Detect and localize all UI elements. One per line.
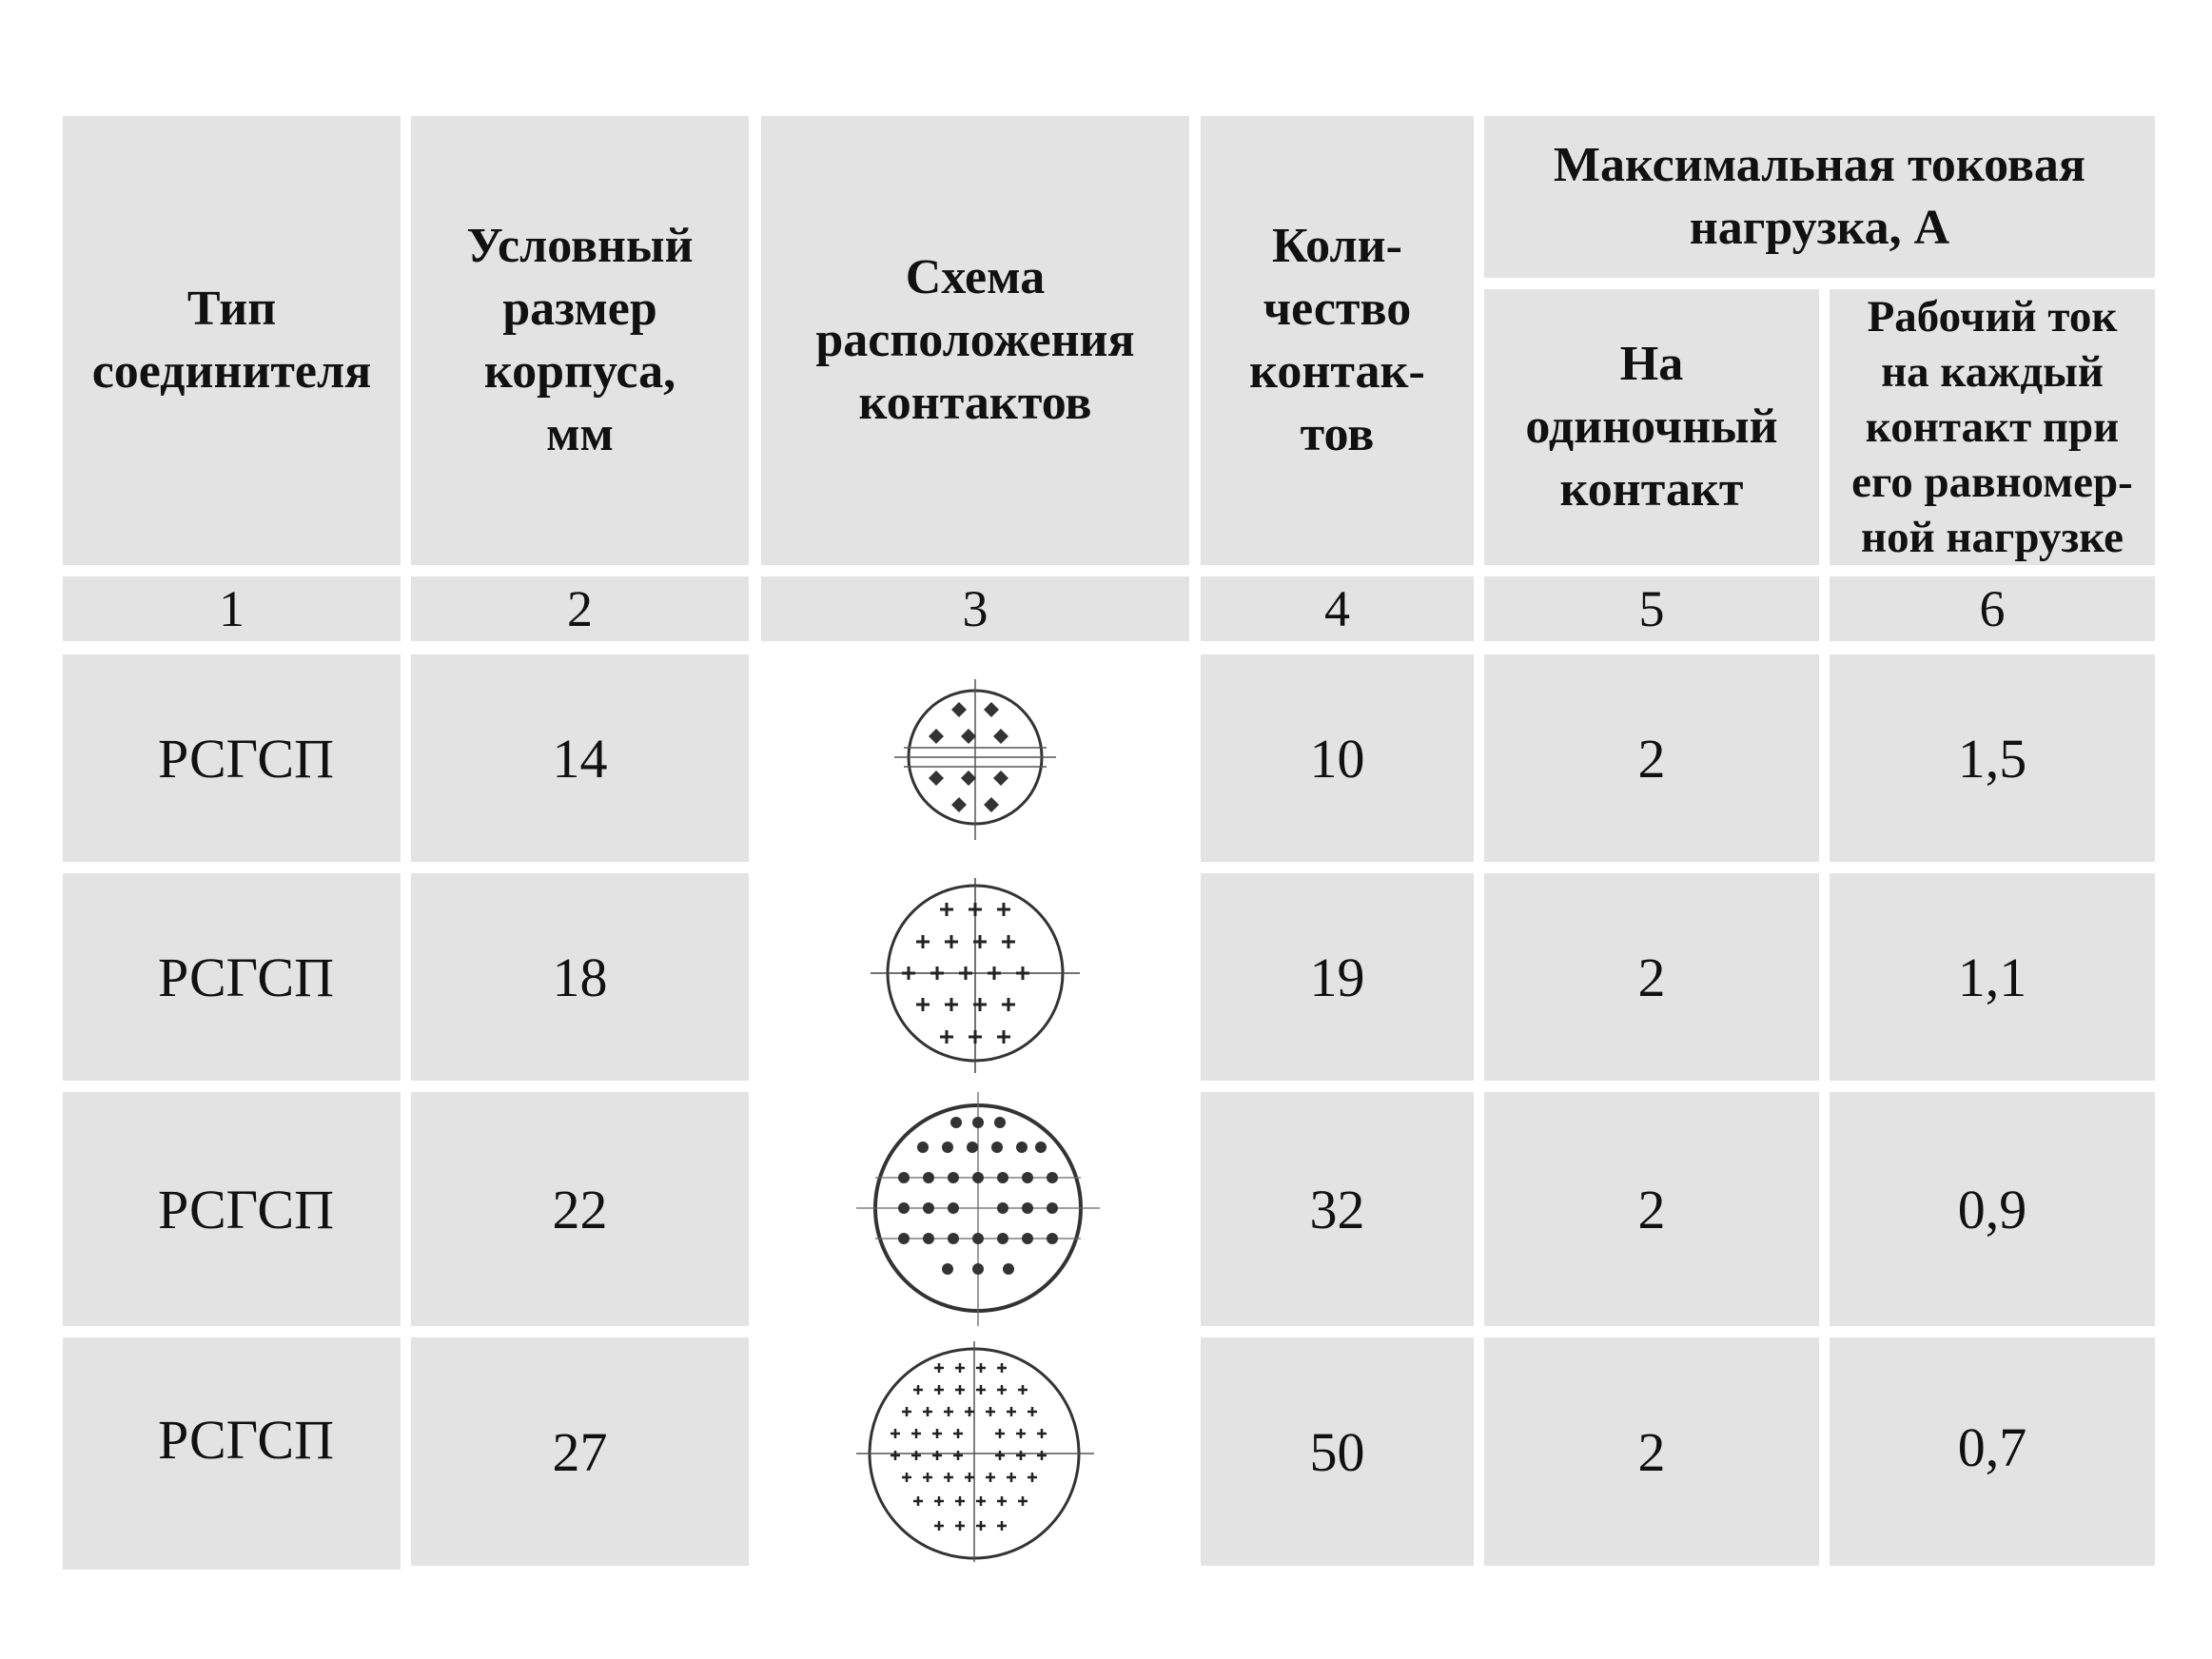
connector-19-pin-layout-icon bbox=[761, 873, 1189, 1081]
row-3-contact-count: 32 bbox=[1201, 1092, 1474, 1326]
row-2-contact-count: 19 bbox=[1201, 873, 1474, 1081]
connector-32-pin-layout-icon bbox=[761, 1092, 1189, 1326]
column-number-6: 6 bbox=[1830, 576, 2155, 641]
connector-10-pin-layout-icon bbox=[761, 654, 1189, 862]
header-connector-type: Тип соединителя bbox=[63, 116, 401, 565]
column-number-2: 2 bbox=[411, 576, 749, 641]
row-4-size: 27 bbox=[411, 1337, 749, 1566]
row-3-type: РСГСП bbox=[63, 1092, 401, 1326]
row-2-type: РСГСП bbox=[63, 873, 401, 1081]
row-1-contact-count: 10 bbox=[1201, 654, 1474, 862]
row-1-uniform-current: 1,5 bbox=[1830, 654, 2155, 862]
header-uniform-load-current: Рабочий ток на каждый контакт при его равномер- ной нагрузке bbox=[1830, 289, 2155, 565]
header-contact-count: Коли- чество контак- тов bbox=[1201, 116, 1474, 565]
row-1-diagram bbox=[761, 654, 1189, 862]
row-4-type: РСГСП bbox=[63, 1337, 401, 1570]
row-2-size: 18 bbox=[411, 873, 749, 1081]
connector-50-pin-layout-icon bbox=[761, 1337, 1189, 1566]
column-number-1: 1 bbox=[63, 576, 401, 641]
row-3-uniform-current: 0,9 bbox=[1830, 1092, 2155, 1326]
row-3-single-current: 2 bbox=[1484, 1092, 1819, 1326]
row-1-type: РСГСП bbox=[63, 654, 401, 862]
row-4-diagram bbox=[761, 1337, 1189, 1566]
header-contact-layout: Схема расположения контактов bbox=[761, 116, 1189, 565]
row-1-single-current: 2 bbox=[1484, 654, 1819, 862]
row-4-contact-count: 50 bbox=[1201, 1337, 1474, 1566]
header-single-contact: На одиночный контакт bbox=[1484, 289, 1819, 565]
row-2-diagram bbox=[761, 873, 1189, 1081]
header-body-size: Условный размер корпуса, мм bbox=[411, 116, 749, 565]
column-number-5: 5 bbox=[1484, 576, 1819, 641]
row-3-size: 22 bbox=[411, 1092, 749, 1326]
row-2-single-current: 2 bbox=[1484, 873, 1819, 1081]
column-number-4: 4 bbox=[1201, 576, 1474, 641]
column-number-3: 3 bbox=[761, 576, 1189, 641]
row-3-diagram bbox=[761, 1092, 1189, 1326]
row-1-size: 14 bbox=[411, 654, 749, 862]
header-max-current-load: Максимальная токовая нагрузка, А bbox=[1484, 116, 2155, 278]
row-4-single-current: 2 bbox=[1484, 1337, 1819, 1566]
row-4-uniform-current: 0,7 bbox=[1830, 1337, 2155, 1566]
row-2-uniform-current: 1,1 bbox=[1830, 873, 2155, 1081]
